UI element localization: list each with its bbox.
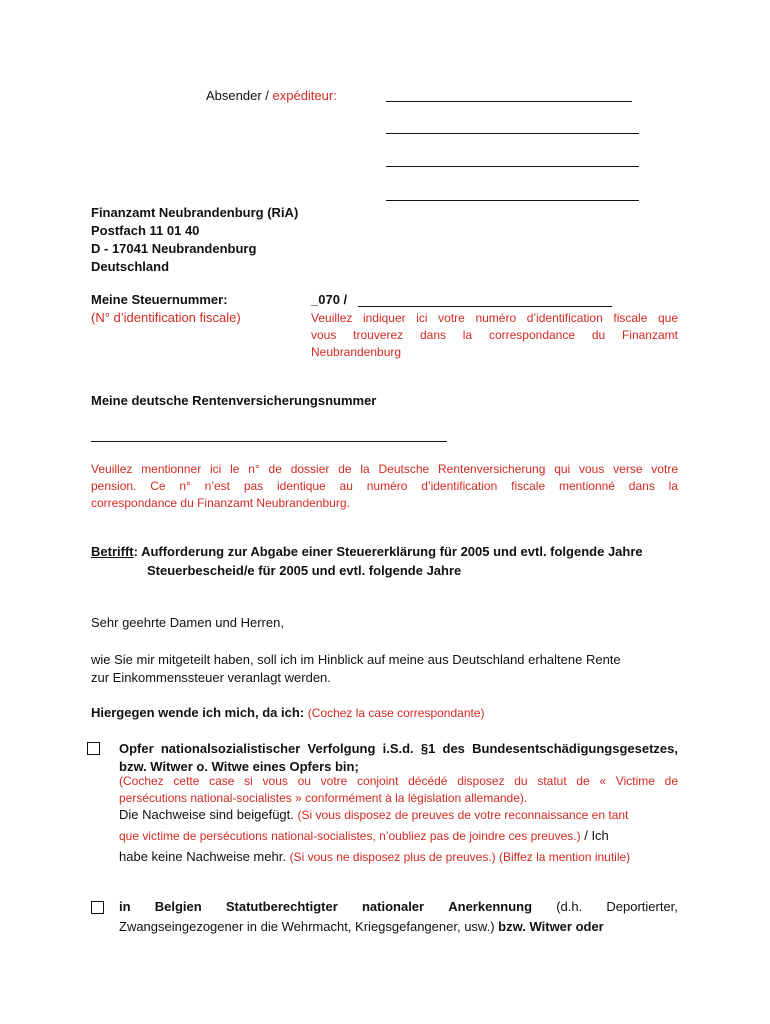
body-paragraph xyxy=(91,651,621,687)
sender-label-fr: expéditeur: xyxy=(272,88,337,103)
option-1-proof-2 xyxy=(119,828,609,843)
sender-label xyxy=(206,88,337,103)
subject-label: Betrifft xyxy=(91,544,134,559)
sender-line-1[interactable] xyxy=(386,101,632,102)
recipient-address xyxy=(91,204,298,276)
option-2-bold-text: bzw. Witwer oder xyxy=(498,919,604,934)
option-1-hint-1: (Cochez cette case si vous ou votre conjoint décédé disposez du statut de « Victime de xyxy=(119,774,678,788)
option-1-noproof xyxy=(119,849,630,864)
option-1-title-line-1: Opfer nationalsozialistischer Verfolgung i.S.d. §1 des Bundesentschädigungsgesetzes, xyxy=(119,741,678,756)
proof-separator: / Ich xyxy=(584,828,609,843)
subject-line-2: Steuerbescheid/e für 2005 und evtl. folgende Jahre xyxy=(147,563,462,578)
option-2-word-4: nationaler xyxy=(361,899,425,914)
salutation: Sehr geehrte Damen und Herren, xyxy=(91,615,284,630)
tax-number-field[interactable] xyxy=(358,306,612,307)
option-2-word-1: in xyxy=(119,899,131,914)
option-2-text: Zwangseingezogener in die Wehrmacht, Kriegsgefangener, usw.) xyxy=(119,919,495,934)
subject-line-1 xyxy=(91,544,643,559)
option-1-hint xyxy=(119,773,678,807)
tax-number-hint-3: Neubrandenburg xyxy=(311,345,402,359)
recipient-line-1: Finanzamt Neubrandenburg (RiA) xyxy=(91,205,299,220)
option-2-word-2: Belgien xyxy=(154,899,202,914)
tax-number-hint xyxy=(311,310,678,361)
option-2-word-3: Statutberechtigter xyxy=(225,899,338,914)
recipient-line-4: Deutschland xyxy=(91,259,170,274)
pension-number-label: Meine deutsche Rentenversicherungsnummer xyxy=(91,393,377,408)
sender-label-de: Absender / xyxy=(206,88,269,103)
pension-hint-1: Veuillez mentionner ici le n° de dossier de la Deutsche Rentenversicherung qui vous verse votre xyxy=(91,462,678,476)
tax-number-hint-1: Veuillez indiquer ici votre numéro d’identification fiscale que xyxy=(311,311,678,325)
body-paragraph-line-2: zur Einkommenssteuer veranlagt werden. xyxy=(91,670,331,685)
option-2-checkbox[interactable] xyxy=(91,901,104,914)
pension-number-field[interactable] xyxy=(91,441,447,442)
objection-text: Hiergegen wende ich mich, da ich: xyxy=(91,705,305,720)
option-1-title-line-2: bzw. Witwer o. Witwe eines Opfers bin; xyxy=(119,759,359,774)
sender-line-4[interactable] xyxy=(386,200,639,201)
option-2-word-7: Deportierter, xyxy=(606,899,678,914)
sender-line-2[interactable] xyxy=(386,133,639,134)
no-proof-hint: (Si vous ne disposez plus de preuves.) (Biffez la mention inutile) xyxy=(289,850,631,864)
objection-hint: (Cochez la case correspondante) xyxy=(307,706,485,720)
pension-hint xyxy=(91,461,678,512)
subject-text-1: : Aufforderung zur Abgabe einer Steuererklärung für 2005 und evtl. folgende Jahre xyxy=(133,544,643,559)
no-proof-text: habe keine Nachweise mehr. xyxy=(119,849,286,864)
tax-number-label: Meine Steuernummer: xyxy=(91,292,228,307)
tax-number-prefix: _070 / xyxy=(311,292,348,307)
option-2-word-5: Anerkennung xyxy=(448,899,533,914)
pension-hint-2: pension. Ce n° n’est pas identique au numéro d’identification fiscale mentionné dans la xyxy=(91,479,678,493)
option-2-line-1 xyxy=(119,899,678,914)
sender-line-3[interactable] xyxy=(386,166,639,167)
proof-attached-text: Die Nachweise sind beigefügt. xyxy=(119,807,294,822)
tax-number-hint-2: vous trouverez dans la correspondance du Finanzamt xyxy=(311,328,678,342)
option-1-proof-1 xyxy=(119,807,678,822)
option-1-hint-2: persécutions national-socialistes » conformément à la législation allemande). xyxy=(119,791,528,805)
recipient-line-3: D - 17041 Neubrandenburg xyxy=(91,241,257,256)
objection-line xyxy=(91,705,485,720)
option-1-title xyxy=(119,740,678,776)
option-2-line-2 xyxy=(119,919,678,934)
proof-hint-1: (Si vous disposez de preuves de votre reconnaissance en tant xyxy=(297,808,629,822)
option-2-word-6: (d.h. xyxy=(556,899,583,914)
body-paragraph-line-1: wie Sie mir mitgeteilt haben, soll ich im Hinblick auf meine aus Deutschland erhaltene Rente xyxy=(91,652,621,667)
pension-hint-3: correspondance du Finanzamt Neubrandenburg. xyxy=(91,496,350,510)
tax-number-label-fr: (N° d’identification fiscale) xyxy=(91,310,241,325)
proof-hint-2: que victime de persécutions national-socialistes, n’oubliez pas de joindre ces preuves.) xyxy=(119,829,581,843)
option-1-checkbox[interactable] xyxy=(87,742,100,755)
recipient-line-2: Postfach 11 01 40 xyxy=(91,223,200,238)
